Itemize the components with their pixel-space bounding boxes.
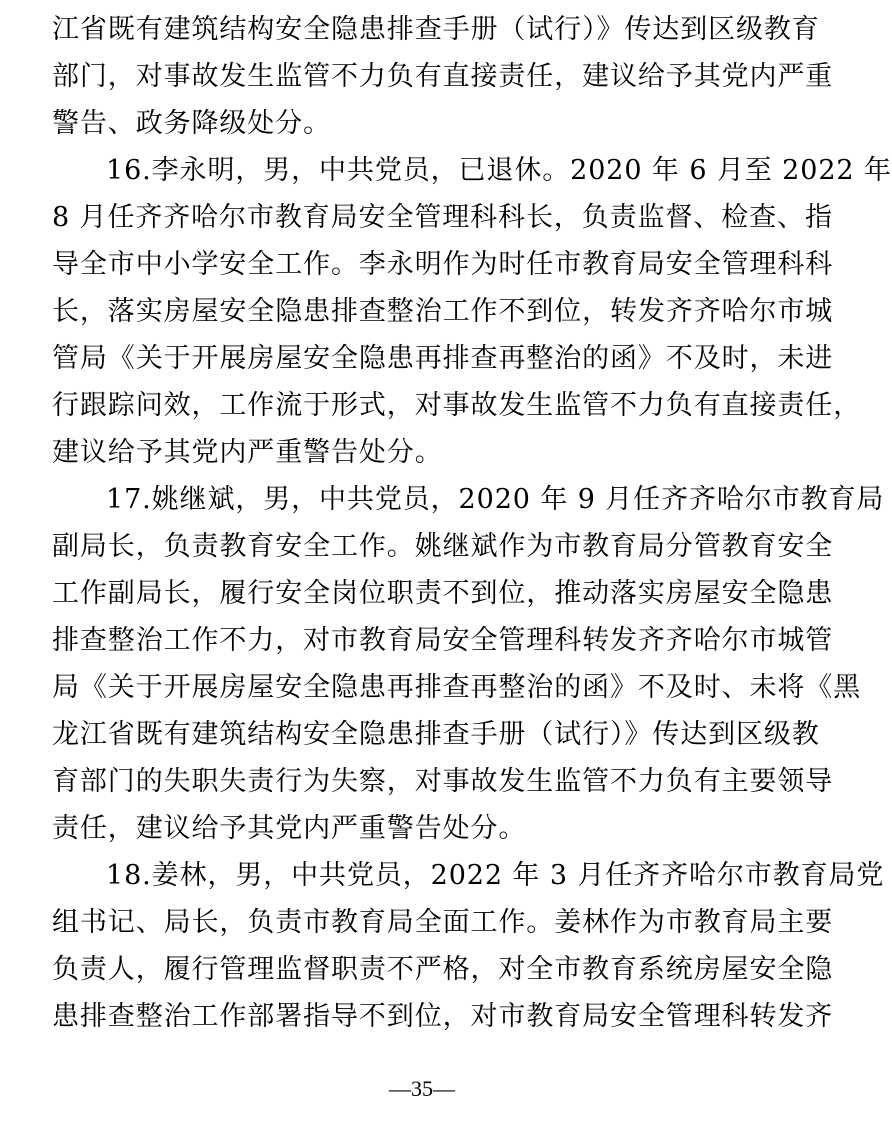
text-line: 导全市中小学安全工作。李永明作为时任市教育局安全管理科科 — [52, 249, 834, 280]
text-line: 长，落实房屋安全隐患排查整治工作不到位，转发齐齐哈尔市城 — [52, 296, 834, 327]
text-line: 行跟踪问效，工作流于形式，对事故发生监管不力负有直接责任， — [52, 390, 862, 421]
text-line: 建议给予其党内严重警告处分。 — [52, 437, 443, 468]
text-line: 排查整治工作不力，对市教育局安全管理科转发齐齐哈尔市城管 — [52, 625, 834, 656]
text-line: 江省既有建筑结构安全隐患排查手册（试行）》传达到区级教育 — [52, 14, 820, 45]
text-line: 部门，对事故发生监管不力负有直接责任，建议给予其党内严重 — [52, 61, 834, 92]
paragraph-start-16: 16.李永明，男，中共党员，已退休。2020 年 6 月至 2022 年 — [106, 155, 892, 186]
text-line: 组书记、局长，负责市教育局全面工作。姜林作为市教育局主要 — [52, 907, 834, 938]
document-body — [52, 6, 892, 1040]
page-number: —35— — [389, 1076, 455, 1101]
text-line: 副局长，负责教育安全工作。姚继斌作为市教育局分管教育安全 — [52, 531, 834, 562]
text-line: 负责人，履行管理监督职责不严格，对全市教育系统房屋安全隐 — [52, 954, 834, 985]
text-line: 8 月任齐齐哈尔市教育局安全管理科科长，负责监督、检查、指 — [52, 202, 833, 233]
text-line: 育部门的失职失责行为失察，对事故发生监管不力负有主要领导 — [52, 766, 834, 797]
paragraph-start-17: 17.姚继斌，男，中共党员，2020 年 9 月任齐齐哈尔市教育局 — [106, 484, 885, 515]
text-line: 局《关于开展房屋安全隐患再排查再整治的函》不及时、未将《黑 — [52, 672, 862, 703]
paragraph-start-18: 18.姜林，男，中共党员，2022 年 3 月任齐齐哈尔市教育局党 — [106, 860, 885, 891]
text-line: 责任，建议给予其党内严重警告处分。 — [52, 813, 527, 844]
text-line: 工作副局长，履行安全岗位职责不到位，推动落实房屋安全隐患 — [52, 578, 834, 609]
text-line: 警告、政务降级处分。 — [52, 108, 331, 139]
text-line: 管局《关于开展房屋安全隐患再排查再整治的函》不及时，未进 — [52, 343, 834, 374]
text-line: 龙江省既有建筑结构安全隐患排查手册（试行）》传达到区级教 — [52, 719, 820, 750]
text-line: 患排查整治工作部署指导不到位，对市教育局安全管理科转发齐 — [52, 1001, 834, 1032]
